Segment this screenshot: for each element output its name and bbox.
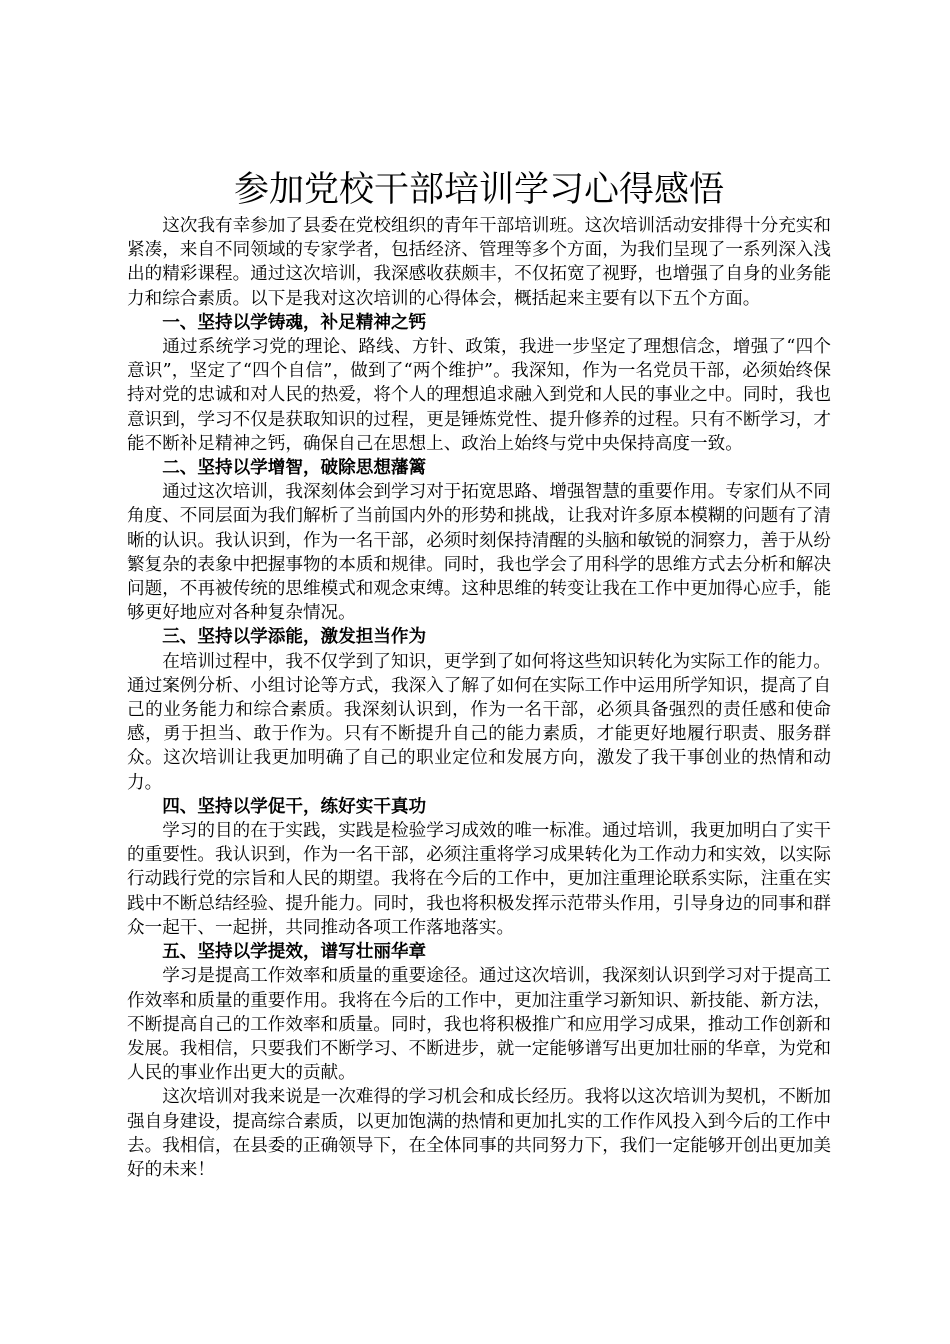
document-title: 参加党校干部培训学习心得感悟	[233, 170, 724, 210]
document-page	[127, 168, 831, 1182]
section-heading-1: 一、坚持以学铸魂，补足精神之钙	[162, 312, 427, 333]
section-body-2: 通过这次培训，我深刻体会到学习对于拓宽思路、增强智慧的重要作用。专家们从不同角度、不同层面为我们解析了当前国内外的形势和挑战，让我对许多原本模糊的问题有了清晰的认识。我认识到，作为一名干部，必须时刻保持清醒的头脑和敏锐的洞察力，善于从纷繁复杂的表象中把握事物的本质和规律。同时，我也学会了用科学的思维方式去分析和解决问题，不再被传统的思维模式和观念束缚。这种思维的转变让我在工作中更加得心应手，能够更好地应对各种复杂情况。	[127, 482, 831, 624]
section-heading-4: 四、坚持以学促干，练好实干真功	[162, 796, 427, 817]
conclusion-paragraph: 这次培训对我来说是一次难得的学习机会和成长经历。我将以这次培训为契机，不断加强自身建设，提高综合素质，以更加饱满的热情和更加扎实的工作作风投入到今后的工作中去。我相信，在县委的正确领导下，在全体同事的共同努力下，我们一定能够开创出更加美好的未来！	[127, 1087, 831, 1180]
section-body-3: 在培训过程中，我不仅学到了知识，更学到了如何将这些知识转化为实际工作的能力。通过案例分析、小组讨论等方式，我深入了解了如何在实际工作中运用所学知识，提高了自己的业务能力和综合素质。我深刻认识到，作为一名干部，必须具备强烈的责任感和使命感，勇于担当、敢于作为。只有不断提升自己的能力素质，才能更好地履行职责、服务群众。这次培训让我更加明确了自己的职业定位和发展方向，激发了我干事创业的热情和动力。	[127, 651, 831, 793]
section-body-1: 通过系统学习党的理论、路线、方针、政策，我进一步坚定了理想信念，增强了“四个意识”，坚定了“四个自信”，做到了“两个维护”。我深知，作为一名党员干部，必须始终保持对党的忠诚和对人民的热爱，将个人的理想追求融入到党和人民的事业之中。同时，我也意识到，学习不仅是获取知识的过程，更是锤炼党性、提升修养的过程。只有不断学习，才能不断补足精神之钙，确保自己在思想上、政治上始终与党中央保持高度一致。	[127, 337, 831, 454]
section-heading-2: 二、坚持以学增智，破除思想藩篱	[162, 458, 427, 479]
section-body-5: 学习是提高工作效率和质量的重要途径。通过这次培训，我深刻认识到学习对于提高工作效率和质量的重要作用。我将在今后的工作中，更加注重学习新知识、新技能、新方法，不断提高自己的工作效率和质量。同时，我也将积极推广和应用学习成果，推动工作创新和发展。我相信，只要我们不断学习、不断进步，就一定能够谱写出更加壮丽的华章，为党和人民的事业作出更大的贡献。	[127, 966, 831, 1084]
section-body-4: 学习的目的在于实践，实践是检验学习成效的唯一标准。通过培训，我更加明白了实干的重要性。我认识到，作为一名干部，必须注重将学习成果转化为工作动力和实效，以实际行动践行党的宗旨和人民的期望。我将在今后的工作中，更加注重理论联系实际，注重在实践中不断总结经验、提升能力。同时，我也将积极发挥示范带头作用，引导身边的同事和群众一起干、一起拼，共同推动各项工作落地落实。	[127, 821, 831, 938]
section-heading-3: 三、坚持以学添能，激发担当作为	[162, 627, 427, 648]
intro-paragraph: 这次我有幸参加了县委在党校组织的青年干部培训班。这次培训活动安排得十分充实和紧凑，来自不同领域的专家学者，包括经济、管理等多个方面，为我们呈现了一系列深入浅出的精彩课程。通过这次培训，我深感收获颇丰，不仅拓宽了视野，也增强了自身的业务能力和综合素质。以下是我对这次培训的心得体会，概括起来主要有以下五个方面。	[127, 216, 831, 309]
section-heading-5: 五、坚持以学提效，谱写壮丽华章	[162, 942, 427, 963]
